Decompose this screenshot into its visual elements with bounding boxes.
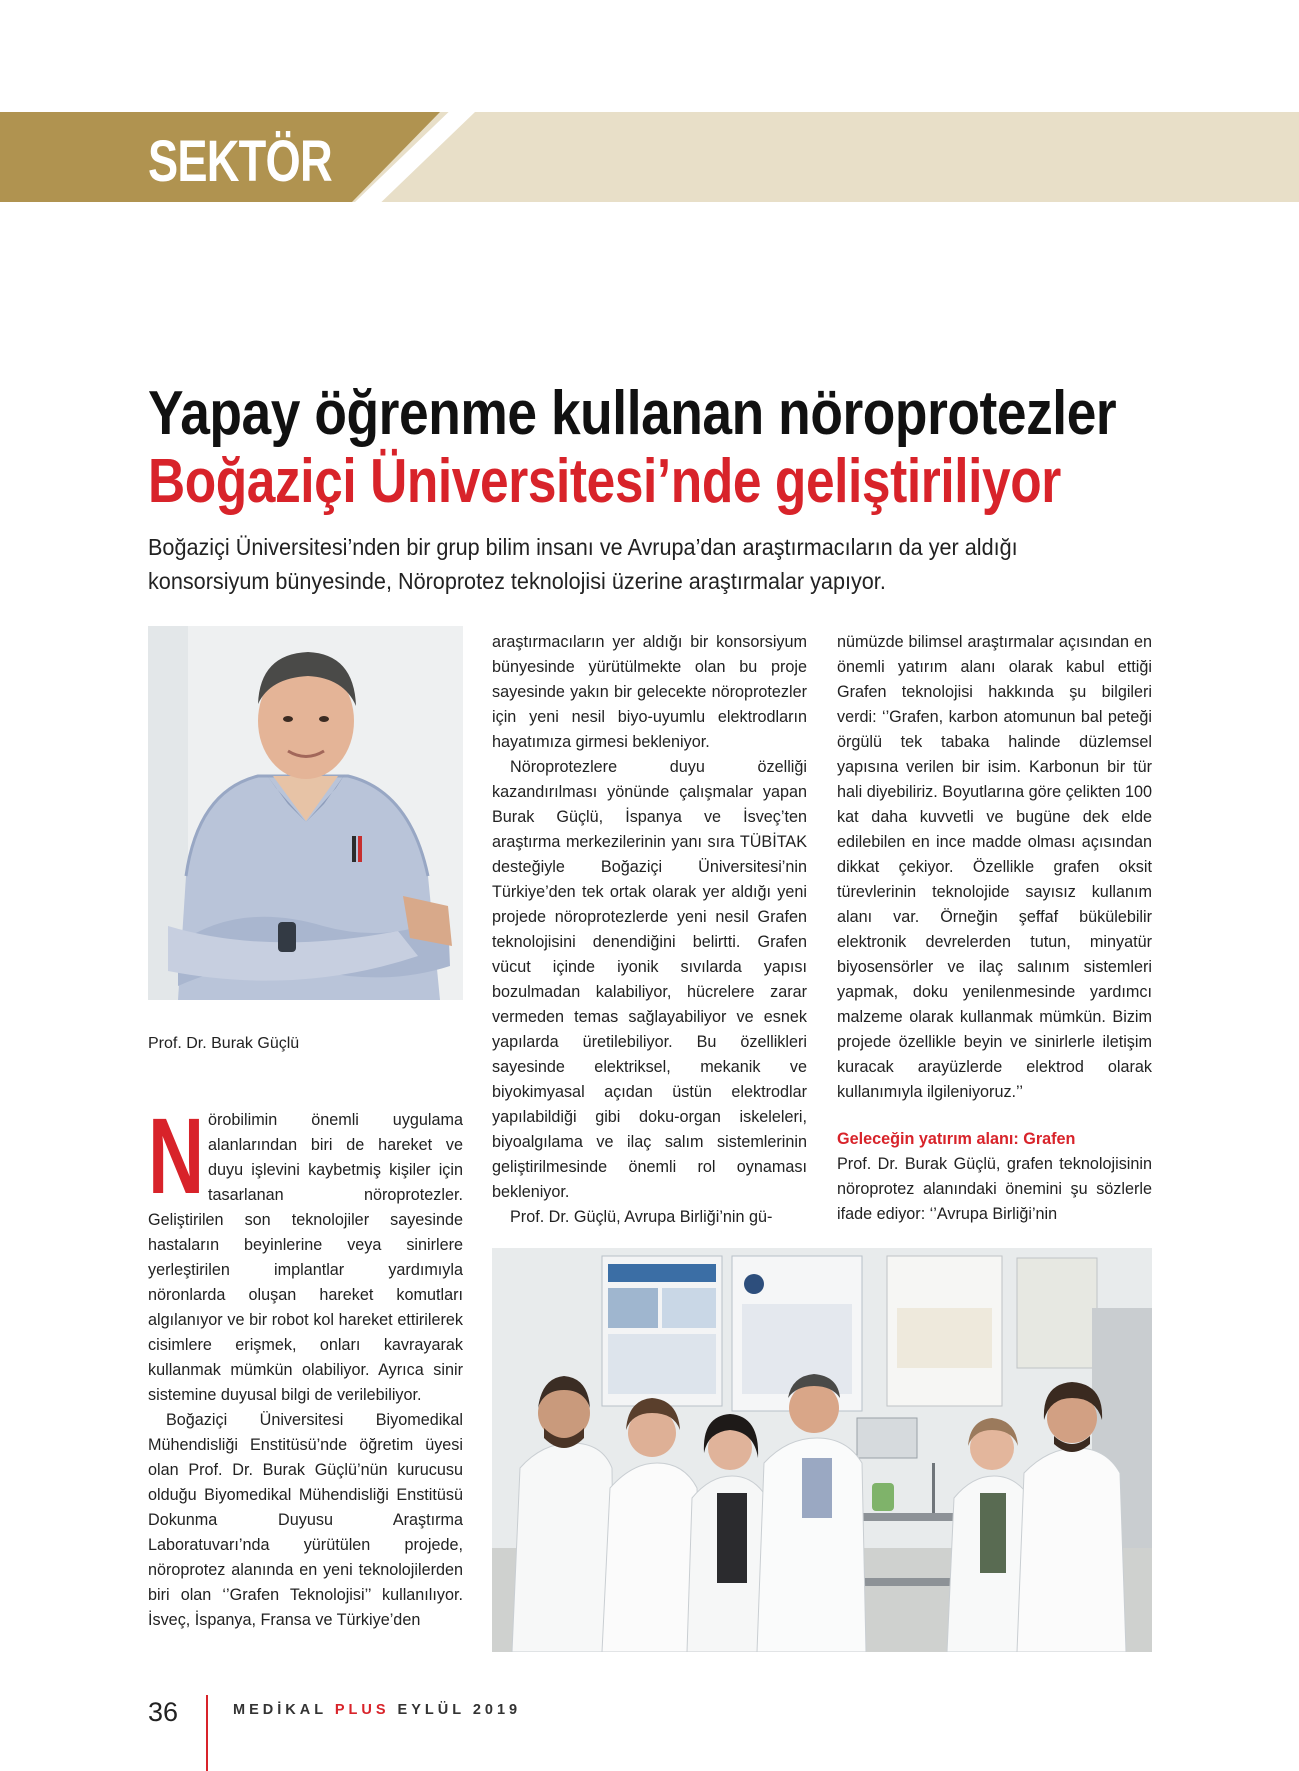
headline-line-1: Yapay öğrenme kullanan nöroprotezler xyxy=(148,379,1117,448)
professor-portrait-illustration xyxy=(148,626,463,1000)
article-column-2 xyxy=(492,630,807,1230)
lab-team-photo xyxy=(492,1248,1152,1652)
paragraph-text: örobilimin önemli uygulama alanlarından biri de hareket ve duyu işlevini kaybetmiş kişiler için tasarlanan nöroprotezler. Geliştirilen son teknolojiler sayesinde hastaların beyinlerine veya sinirlere yerleştirilen implantlar yardımıyla nöronlarda oluşan hareket komutları algılanıyor ve bir robot kol hareket ettirilerek cisimlere erişmek, onları kavrayarak kullanmak mümkün olabiliyor. Ayrıca sinir sistemine duyusal bilgi de verilebiliyor. xyxy=(148,1111,463,1404)
paragraph: nümüzde bilimsel araştırmalar açısından en önemli yatırım alanı olarak kabul ettiği Grafen teknolojisi hakkında şu bilgileri verdi: ‘’Grafen, karbon atomunun bal peteği örgülü tek tabaka halinde düzlemsel yapısına verilen bir isim. Karbonun bir tür hali diyebiliriz. Boyutlarına göre çelikten 100 kat daha kuvvetli ve bugüne dek elde edilebilen en ince madde olması açısından dikkat çekiyor. Özellikle grafen oksit türevlerinin teknolojide sayısız kullanım alanı var. Örneğin şeffaf bükülebilir elektronik devrelerden tutun, minyatür biyosensörler ve ilaç salınım sistemleri yapmak, doku yenilenmesinde yardımcı malzeme olarak kullanmak mümkün. Bizim projede özellikle beyin ve sinirlerle iletişim kuracak arayüzlerde elektrod olarak kullanımıyla ilgileniyoruz.’’ xyxy=(837,633,1152,1101)
photo-caption: Prof. Dr. Burak Güçlü xyxy=(148,1035,300,1052)
headline-line-2: Boğaziçi Üniversitesi’nde geliştiriliyor xyxy=(148,447,1061,516)
article-column-3 xyxy=(837,630,1152,1227)
section-label: SEKTÖR xyxy=(148,129,332,194)
drop-cap: N xyxy=(148,1095,205,1216)
page-number: 36 xyxy=(148,1697,179,1727)
paragraph: Nöroprotezlere duyu özelliği kazandırılması yönünde çalışmalar yapan Burak Güçlü, İspanya ve İsveç’ten araştırma merkezilerinin yanı sıra TÜBİTAK desteğiyle Boğaziçi Üniversitesi’nin Türkiye’den tek ortak olarak yer aldığı yeni projede nöroprotezlerde yeni nesil Grafen teknolojisini denendiğini belirtti. Grafen vücut içinde iyonik sıvılarda yapısı bozulmadan kalabiliyor, hücrelere zarar vermeden temas sağlayabiliyor ve esnek yapılarda üretilebiliyor. Bu özellikleri sayesinde elektriksel, mekanik ve biyokimyasal açıdan üstün elektrodlar yapılabildiği gibi doku-organ iskeleleri, biyoalgılama ve ilaç salım sistemlerinin geliştirilmesinde önemli rol oynaması bekleniyor. xyxy=(492,758,807,1201)
paragraph: araştırmacıların yer aldığı bir konsorsiyum bünyesinde yürütülmekte olan bu proje sayesinde yakın bir gelecekte nöroprotezler için yeni nesil biyo-uyumlu elektrodların hayatımıza girmesi bekleniyor. xyxy=(492,633,807,751)
paragraph: Prof. Dr. Burak Güçlü, grafen teknolojisinin nöroprotez alanındaki önemini şu sözlerle ifade ediyor: ‘’Avrupa Birliği’nin xyxy=(837,1155,1152,1223)
paragraph-intro xyxy=(148,1095,463,1408)
professor-portrait-photo xyxy=(148,626,463,1000)
brand-name-part-2: PLUS xyxy=(334,1702,390,1718)
footer-divider xyxy=(206,1695,208,1771)
paragraph: Prof. Dr. Güçlü, Avrupa Birliği’nin gü- xyxy=(510,1208,773,1226)
brand-name-part-1: MEDİKAL xyxy=(233,1702,327,1718)
subheading: Geleceğin yatırım alanı: Grafen xyxy=(837,1130,1076,1148)
lab-team-illustration xyxy=(492,1248,1152,1652)
article-deck: Boğaziçi Üniversitesi’nden bir grup bilim insanı ve Avrupa’dan araştırmacıların da yer aldığı konsorsiyum bünyesinde, Nöroprotez teknolojisi üzerine araştırmalar yapıyor. xyxy=(148,534,1018,594)
issue-date: EYLÜL 2019 xyxy=(397,1702,522,1718)
paragraph: Boğaziçi Üniversitesi Biyomedikal Mühendisliği Enstitüsü’nde öğretim üyesi olan Prof. Dr. Burak Güçlü’nün kurucusu olduğu Biyomedikal Mühendisliği Enstitüsü Dokunma Duyusu Araştırma Laboratuvarı’nda yürütülen projede, nöroprotez alanında en yeni teknolojilerden biri olan ‘’Grafen Teknolojisi’’ kullanılıyor. İsveç, İspanya, Fransa ve Türkiye’den xyxy=(148,1411,463,1629)
article-column-1 xyxy=(148,1095,463,1633)
footer-masthead xyxy=(233,1702,521,1718)
